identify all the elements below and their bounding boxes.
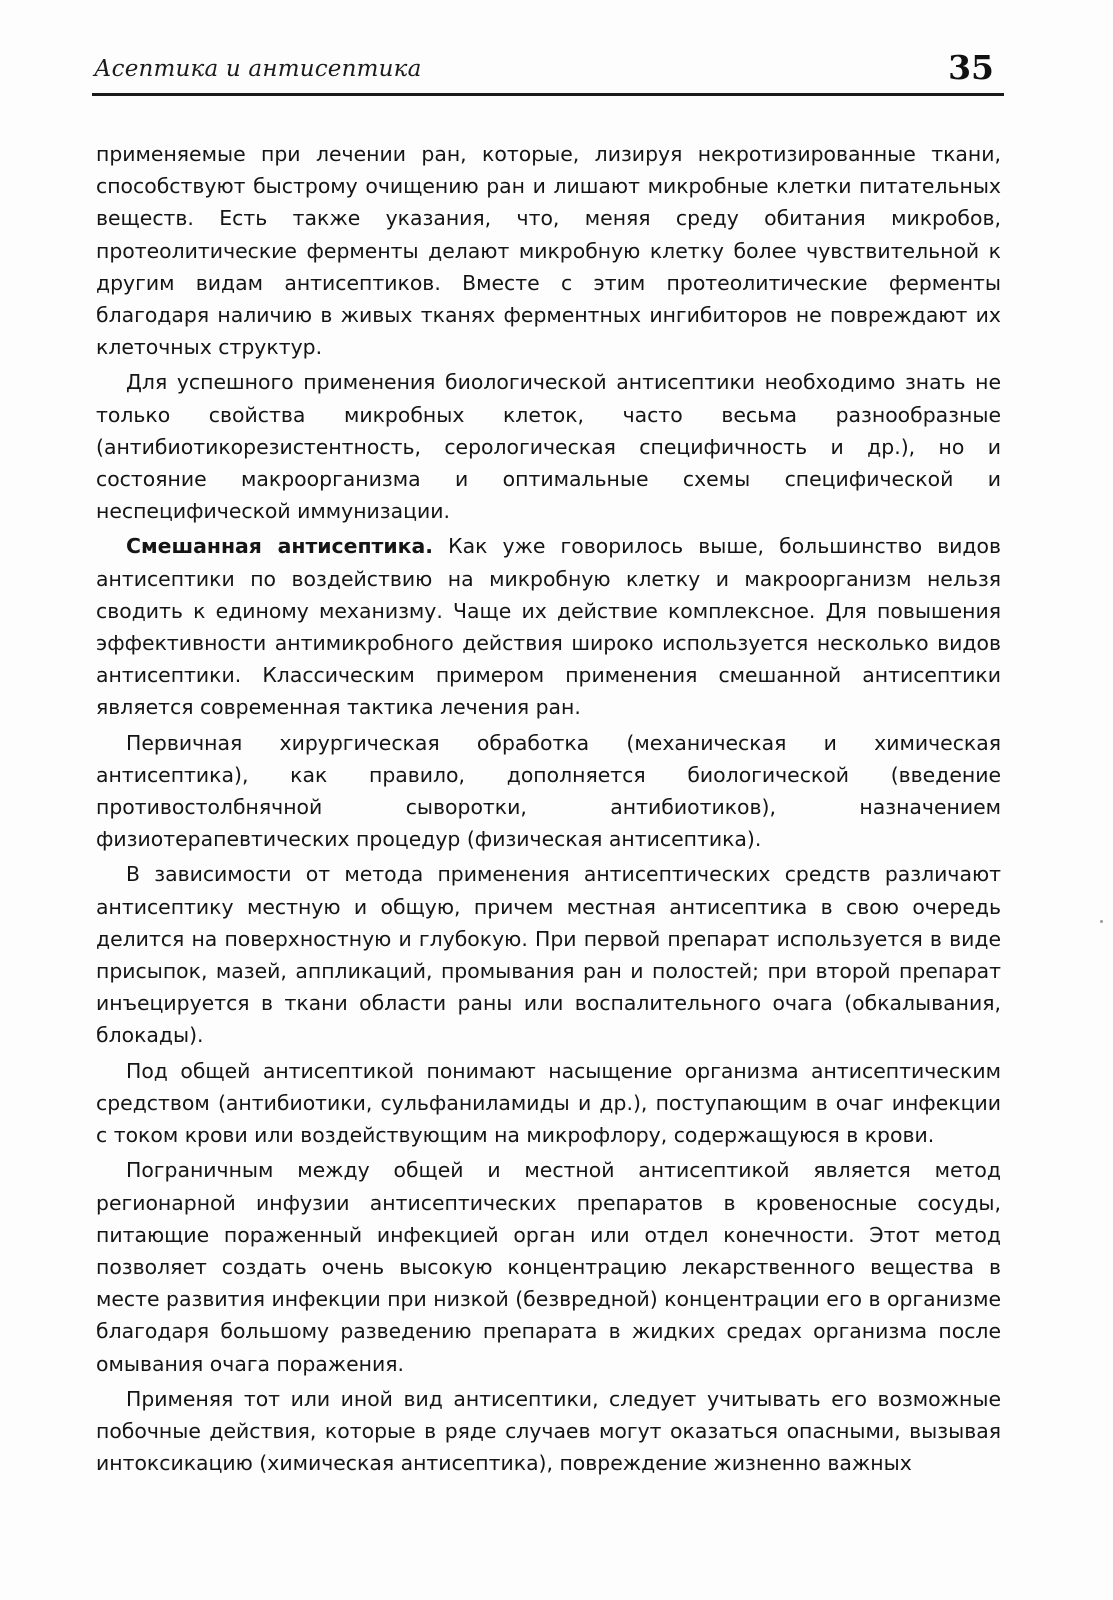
running-header <box>92 44 1004 96</box>
section-heading-mixed-antiseptics: Смешанная антисептика. <box>126 534 434 559</box>
running-title: Асептика и антисептика <box>94 56 422 82</box>
paragraph-regional-infusion: Пограничным между общей и местной антисептикой является метод регионарной инфузии антисептических препаратов в кровеносные сосуды, питающие пораженный инфекцией орган или отдел конечности. Этот метод позволяет создать очень высокую концентрацию лекарственного вещества в месте развития инфекции при низкой (безвредной) концентрации его в организме благодаря большому разведению препарата в жидких средах организма после омывания очага поражения. <box>96 1158 1001 1376</box>
page-number: 35 <box>948 48 994 87</box>
paragraph-continued: применяемые при лечении ран, которые, лизируя некротизированные ткани, способствуют быстрому очищению ран и лишают микробные клетки питательных веществ. Есть также указания, что, меняя среду обитания микробов, протеолитические ферменты делают микробную клетку более чувствительной к другим видам антисептиков. Вместе с этим протеолитические ферменты благодаря наличию в живых тканях ферментных ингибиторов не повреждают их клеточных структур. <box>96 142 1001 360</box>
paragraph-biological-antiseptics: Для успешного применения биологической антисептики необходимо знать не только свойства микробных клеток, часто весьма разнообразные (антибиотикорезистентность, серологическая специфичность и др.), но и состояние макроорганизма и оптимальные схемы специфической и неспецифической иммунизации. <box>96 370 1001 524</box>
scan-speck <box>1100 920 1103 923</box>
paragraph-primary-treatment: Первичная хирургическая обработка (механическая и химическая антисептика), как правило, дополняется биологической (введение противостолбнячной сыворотки, антибиотиков), назначением физиотерапевтических процедур (физическая антисептика). <box>96 730 1001 852</box>
paragraph-side-effects: Применяя тот или иной вид антисептики, следует учитывать его возможные побочные действия, которые в ряде случаев могут оказаться опасными, вызывая интоксикацию (химическая антисептика), повреждение жизненно важных <box>96 1386 1001 1476</box>
paragraph-mixed-antiseptics <box>96 530 1001 723</box>
body-text <box>96 138 1001 1479</box>
paragraph-local-and-general: В зависимости от метода применения антисептических средств различают антисептику местную и общую, причем местная антисептика в свою очередь делится на поверхностную и глубокую. При первой препарат используется в виде присыпок, мазей, аппликаций, промывания ран и полостей; при второй препарат инъецируется в ткани области раны или воспалительного очага (обкалывания, блокады). <box>96 862 1001 1048</box>
paragraph-general-antiseptics: Под общей антисептикой понимают насыщение организма антисептическим средством (антибиотики, сульфаниламиды и др.), поступающим в очаг инфекции с током крови или воздействующим на микрофлору, содержащуюся в крови. <box>96 1058 1001 1148</box>
paragraph-mixed-antiseptics-text: Как уже говорилось выше, большинство видов антисептики по воздействию на микробную клетку и макроорганизм нельзя сводить к единому механизму. Чаще их действие комплексное. Для повышения эффективности антимикробного действия широко используется несколько видов антисептики. Классическим примером применения смешанной антисептики является современная тактика лечения ран. <box>96 534 1001 720</box>
